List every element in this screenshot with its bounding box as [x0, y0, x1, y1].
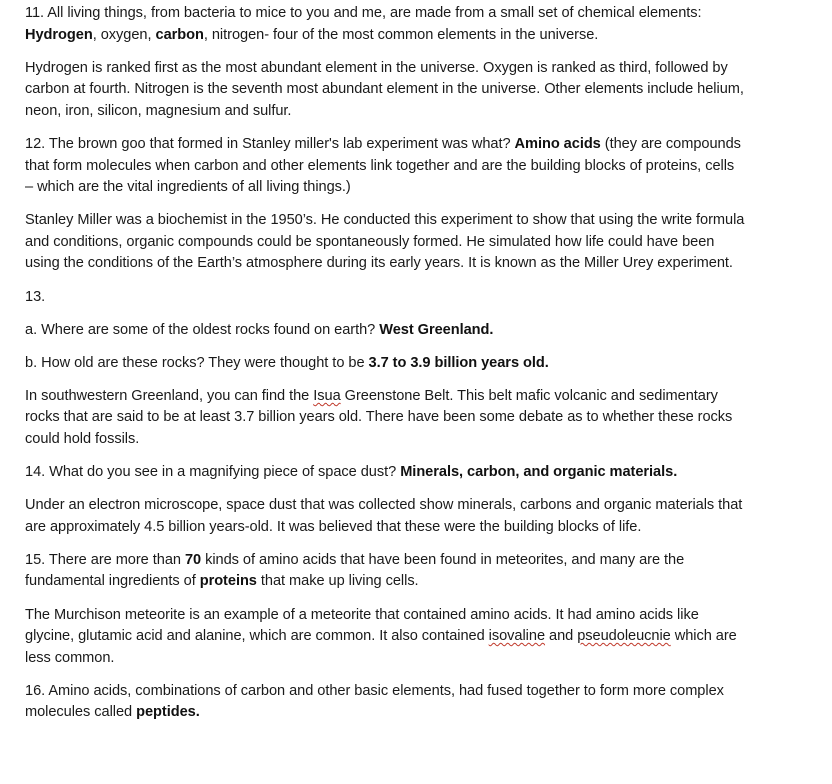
explanation-15: [25, 605, 745, 670]
question-15: [25, 550, 745, 593]
question-16: [25, 681, 745, 724]
answer-west-greenland: West Greenland.: [379, 321, 494, 338]
question-11-text: 11. All living things, from bacteria to mice to you and me, are made from a small set of chemical elements:: [25, 5, 702, 21]
question-14-text: 14. What do you see in a magnifying piece of space dust?: [25, 464, 401, 481]
question-14: [25, 462, 745, 484]
explanation-11: Hydrogen is ranked first as the most abundant element in the universe. Oxygen is ranked as third, followed by carbon at fourth. Nitrogen is the seventh most abundant element in the universe. Other elements include helium, neon, iron, silicon, magnesium and sulfur.: [25, 59, 744, 119]
answer-70: 70: [184, 551, 202, 568]
question-15-text-3: that make up living cells.: [256, 573, 419, 590]
question-12-text-2: (they are compounds that form molecules when carbon and other elements link together and are the building blocks of proteins, cells – which are the vital ingredients of all living things.): [25, 135, 741, 196]
spellcheck-word-isovaline[interactable]: isovaline: [488, 628, 546, 645]
explanation-14: Under an electron microscope, space dust that was collected show minerals, carbons and organic materials that are approximately 4.5 billion years-old. It was believed that these were the building blocks of life.: [25, 497, 743, 535]
answer-space-dust: Minerals, carbon, and organic materials.: [400, 464, 678, 481]
answer-carbon: carbon: [155, 26, 204, 43]
question-13a-text: a. Where are some of the oldest rocks found on earth?: [25, 321, 380, 338]
answer-rock-age: 3.7 to 3.9 billion years old.: [368, 354, 549, 371]
answer-proteins: proteins: [199, 573, 257, 590]
answer-amino-acids: Amino acids: [514, 135, 601, 152]
explanation-15-text: The Murchison meteorite is an example of a meteorite that contained amino acids. It had amino acids like glycine, glutamic acid and alanine, which are common. It also contained: [25, 606, 699, 645]
question-13b-text: b. How old are these rocks? They were thought to be: [25, 354, 369, 371]
question-12-text: 12. The brown goo that formed in Stanley miller's lab experiment was what?: [25, 135, 515, 152]
question-13b: [25, 353, 745, 375]
spellcheck-word-pseudoleucnie[interactable]: pseudoleucnie: [577, 628, 671, 645]
question-13a: [25, 320, 745, 342]
question-13: 13.: [25, 288, 46, 305]
question-15-text: 15. There are more than: [25, 551, 185, 568]
question-11-text-2: , oxygen,: [92, 26, 156, 43]
explanation-13-text-2: Greenstone Belt. This belt mafic volcanic and sedimentary rocks that are said to be at least 3.7 billion years old. There have been some debate as to whether these rocks could hold fossils.: [25, 387, 733, 447]
explanation-13: [25, 386, 745, 451]
answer-peptides: peptides.: [136, 704, 200, 721]
explanation-15-text-2: and: [545, 628, 578, 645]
explanation-13-text: In southwestern Greenland, you can find the: [25, 387, 314, 404]
question-16-text: 16. Amino acids, combinations of carbon and other basic elements, had fused together to form more complex molecules called: [25, 682, 724, 721]
explanation-15-text-3: which are less common.: [25, 628, 737, 666]
question-11: [25, 3, 745, 46]
document-body: [25, 3, 745, 736]
question-15-text-2: kinds of amino acids that have been found in meteorites, and many are the fundamental ingredients of: [25, 551, 685, 590]
answer-hydrogen: Hydrogen: [25, 26, 93, 43]
spellcheck-word-isua[interactable]: Isua: [313, 387, 341, 404]
question-11-text-3: , nitrogen- four of the most common elements in the universe.: [203, 26, 599, 43]
explanation-12: Stanley Miller was a biochemist in the 1950’s. He conducted this experiment to show that using the write formula and conditions, organic compounds could be spontaneously formed. He simulated how life could have been using the conditions of the Earth’s atmosphere during its early years. It is known as the Miller Urey experiment.: [25, 212, 745, 272]
question-12: [25, 134, 745, 199]
